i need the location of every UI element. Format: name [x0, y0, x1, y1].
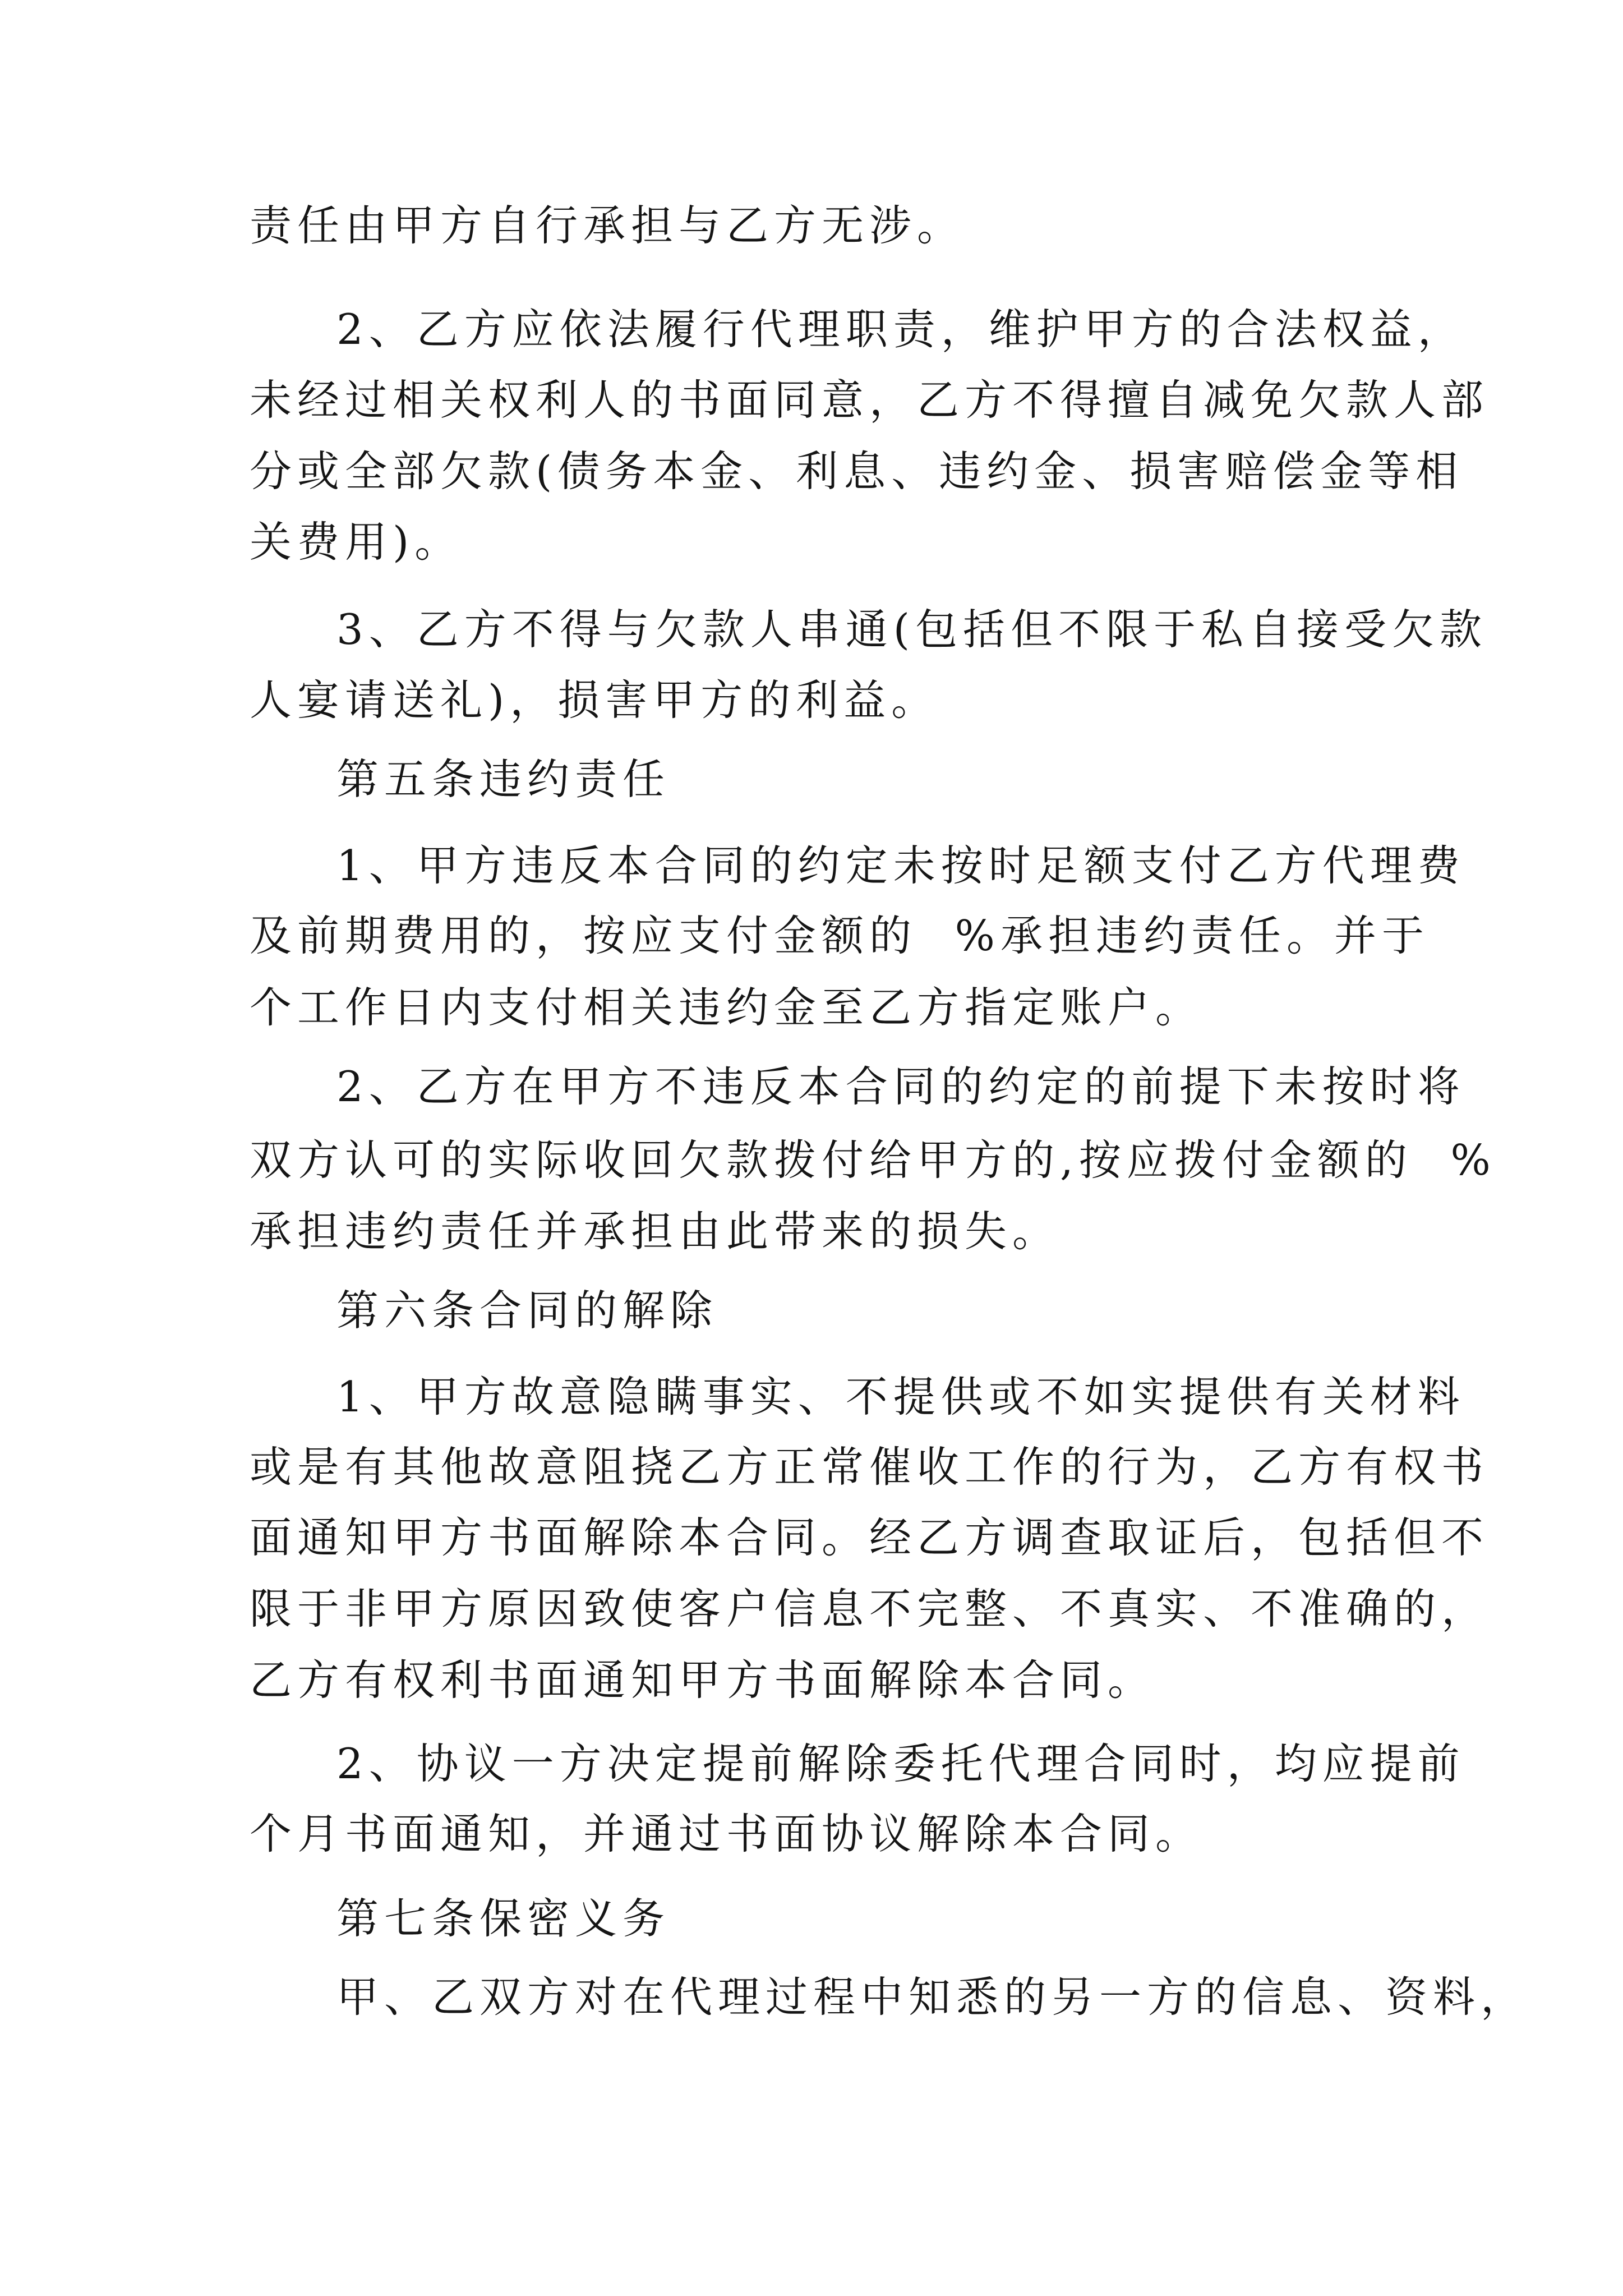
text-line: 及前期费用的，按应支付金额的 %承担违约责任。并于 [250, 911, 1430, 960]
text-line: 2、乙方在甲方不违反本合同的约定的前提下未按时将 [336, 1062, 1465, 1111]
text-line: 人宴请送礼)，损害甲方的利益。 [250, 675, 939, 725]
text-line: 分或全部欠款(债务本金、利息、违约金、损害赔偿金等相 [250, 447, 1464, 496]
text-line: 责任由甲方自行承担与乙方无涉。 [250, 201, 965, 250]
text-line: 1、甲方故意隐瞒事实、不提供或不如实提供有关材料 [336, 1372, 1465, 1421]
text-line: 3、乙方不得与欠款人串通(包括但不限于私自接受欠款 [336, 605, 1487, 654]
text-line: 2、乙方应依法履行代理职责，维护甲方的合法权益， [336, 305, 1465, 354]
text-line: 面通知甲方书面解除本合同。经乙方调查取证后，包括但不 [250, 1513, 1490, 1562]
text-line: 2、协议一方决定提前解除委托代理合同时，均应提前 [336, 1739, 1465, 1788]
text-line: 甲、乙双方对在代理过程中知悉的另一方的信息、资料， [336, 1972, 1529, 2022]
text-line: 承担违约责任并承担由此带来的损失。 [250, 1207, 1061, 1256]
text-line: 个工作日内支付相关违约金至乙方指定账户。 [250, 983, 1204, 1032]
text-line: 未经过相关权利人的书面同意，乙方不得擅自减免欠款人部 [250, 375, 1490, 425]
text-line: 关费用)。 [250, 517, 463, 567]
text-line: 限于非甲方原因致使客户信息不完整、不真实、不准确的， [250, 1584, 1490, 1634]
section-heading: 第七条保密义务 [336, 1894, 671, 1943]
text-line: 双方认可的实际收回欠款拨付给甲方的,按应拨付金额的 % [250, 1135, 1496, 1185]
text-line: 1、甲方违反本合同的约定未按时足额支付乙方代理费 [336, 841, 1465, 890]
section-heading: 第五条违约责任 [336, 754, 671, 804]
text-line: 乙方有权利书面通知甲方书面解除本合同。 [250, 1655, 1156, 1705]
text-line: 或是有其他故意阻挠乙方正常催收工作的行为，乙方有权书 [250, 1442, 1490, 1492]
text-line: 个月书面通知，并通过书面协议解除本合同。 [250, 1809, 1204, 1858]
section-heading: 第六条合同的解除 [336, 1286, 718, 1335]
